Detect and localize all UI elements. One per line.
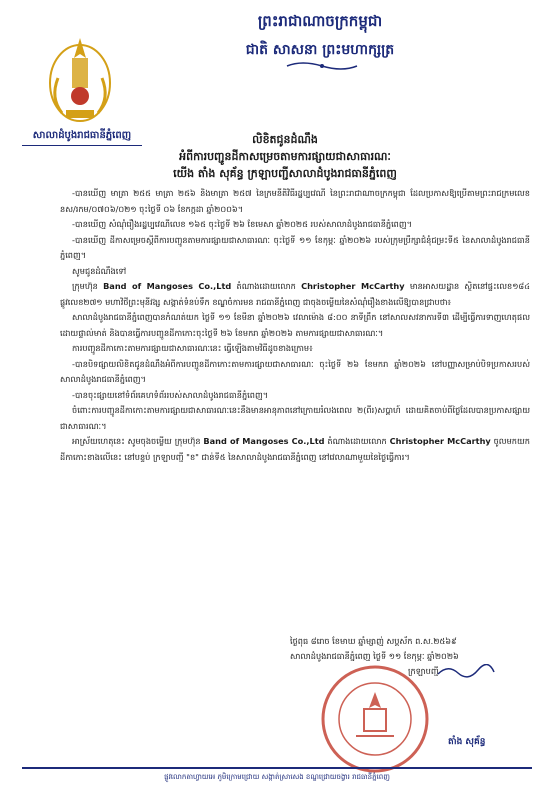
footer-divider (22, 767, 532, 769)
signer-name: តាំង សុគ័ន្ធ (448, 737, 486, 747)
court-name: សាលាដំបូងរាជធានីភ្នំពេញ (22, 128, 142, 146)
footer-address: ផ្លូវលោកតាហ្វាយអេ ភូមិក្រោមជ្រោយ សង្កាត់ស្រាសេង ខណ្ឌជ្រោយចង្វារ រាជធានីភ្នំពេញ (164, 773, 390, 781)
text-span: អាស្រ័យហេតុនេះ សូមចុងចម្លើយ ក្រុមហ៊ុន (72, 436, 204, 446)
representative-name: Christopher McCarthy (301, 281, 405, 291)
hearing-paragraph: សាលាដំបូងរាជធានីភ្នំពេញបានកំណត់យក ថ្ងៃទី ១១ ខែមីនា ឆ្នាំ២០២៦ វេលាម៉ោង ៨:០០ នាទីព្រឹក នៅសាលសវនាការទី៣ ដើម្បីធ្វើការទាញហេតុផលដោយផ្ទាល់មាត់ និងបានធ្វើការបញ្ជូនដីកាកោះចុះថ្ងៃទី ២៦ ខែមករា ឆ្នាំ២០២៦ តាមការផ្សាយជាសាធារណៈ។ (60, 312, 530, 338)
company-name: Band of Mangoses Co.,Ltd (103, 281, 232, 291)
method-2: -បានចុះផ្សាយនៅទំព័រគេហទំព័ររបស់សាលាដំបូងរាជធានីភ្នំពេញ។ (72, 389, 269, 400)
notice-subject: អំពីការបញ្ជូនដីកាសម្រេចតាមការផ្សាយជាសាធារណៈ (179, 150, 391, 163)
divider-ornament-icon (282, 60, 362, 72)
court-seal-icon (300, 664, 450, 774)
royal-emblem-icon (40, 28, 120, 128)
text-span: ចូលមកយកដីកាកោះខាងលើនេះ នៅបន្ទប់ ក្រឡាបញ្ជី "ខ" ជាន់ទី៥ នៃសាលាដំបូងរាជធានីភ្នំពេញ នៅវេលាណាមួយនៃថ្ងៃធ្វើការ។ (60, 436, 530, 462)
recital-3: -បានឃើញ ដីកាសម្រេចស្ដីពីការបញ្ជូនតាមការផ្សាយជាសាធារណៈ ចុះថ្ងៃទី ១១ ខែកុម្ភៈ ឆ្នាំ២០២៦ របស់ក្រុមប្រឹក្សាជំនុំជម្រះទី៥ នៃសាលាដំបូងរាជធានីភ្នំពេញ។ (60, 234, 530, 260)
text-span: ក្រុមហ៊ុន (72, 281, 104, 291)
representative-name: Christopher McCarthy (389, 436, 491, 446)
text-span: មានអាសយដ្ឋាន ស្ថិតនៅផ្ទះលេខ១៨៤ ផ្លូវលេខ២៧១ មហាវិថីព្រះមុនីវង្ស សង្កាត់ទំនប់ទឹក ខណ្ឌចំការមន រាជធានីភ្នំពេញ ជាចុងចម្លើយនៃសំណុំរឿងខាងលើឱ្យបានជ្រាបថា៖ (60, 281, 530, 307)
method-intro: ការបញ្ជូនដីកាកោះតាមការផ្សាយជាសាធារណៈនេះ ធ្វើឡើងតាមវិធីដូចខាងក្រោម៖ (72, 343, 313, 353)
addressee-paragraph (60, 279, 530, 310)
signer-role: ក្រឡាបញ្ជី (408, 666, 439, 676)
notice-issuer: យើង តាំង សុគ័ន្ធ ក្រឡាបញ្ជីសាលាដំបូងរាជធានីភ្នំពេញ (173, 167, 397, 180)
signature-icon (436, 664, 496, 678)
lunar-date: ថ្ងៃពុធ ៨រោច ខែមាឃ ឆ្នាំម្សាញ់ សប្តស័ក ព.ស.២៥៦៩ (290, 636, 457, 646)
recital-1: -បានឃើញ មាត្រា ២៥៥ មាត្រា ២៥៦ និងមាត្រា ២៥៧ នៃក្រមនីតិវិធីរដ្ឋប្បវេណី នៃព្រះរាជាណាចក្រកម្ពុជា ដែលប្រកាសឱ្យប្រើតាមព្រះរាជក្រមលេខ នស/រកម/០៧០៦/០២១ ចុះថ្ងៃទី ០៦ ខែកក្កដា ឆ្នាំ២០០៦។ (60, 188, 530, 214)
place-date: សាលាដំបូងរាជធានីភ្នំពេញ ថ្ងៃទី ១១ ខែកុម្ភៈ ឆ្នាំ២០២៦ (290, 651, 459, 661)
recital-2: -បានឃើញ សំណុំរឿងរដ្ឋប្បវេណីលេខ ១៦៥ ចុះថ្ងៃទី ២៦ ខែមេសា ឆ្នាំ២០២៥ របស់សាលាដំបូងរាជធានីភ្នំពេញ។ (72, 219, 413, 229)
notice-body (60, 186, 530, 465)
conclusion-paragraph (60, 434, 530, 465)
text-span: តំណាងដោយលោក (324, 436, 390, 446)
company-name: Band of Mangoses Co.,Ltd (203, 436, 325, 446)
effect-paragraph: ចំពោះការបញ្ជូនដីកាកោះតាមការផ្សាយជាសាធារណៈនេះនឹងមានអានុភាពនៅក្រោយរំលងពេល ២(ពីរ)សប្តាហ៍ ដោយគិតចាប់ពីថ្ងៃដែលបានប្រកាសផ្សាយជាសាធារណៈ។ (60, 405, 530, 431)
method-1: -បានបិទផ្សាយលិខិតជូនដំណឹងអំពីការបញ្ជូនដីកាកោះតាមការផ្សាយជាសាធារណៈ ចុះថ្ងៃទី ២៦ ខែមករា ឆ្នាំ២០២៦ នៅបញ្ញាសម្រាប់បិទប្រកាសរបស់សាលាដំបូងរាជធានីភ្នំពេញ។ (60, 358, 530, 384)
notice-title: លិខិតជូនដំណឹង (252, 133, 318, 146)
text-span: តំណាងដោយលោក (231, 281, 302, 291)
motto-heading: ជាតិ សាសនា ព្រះមហាក្សត្រ (245, 42, 395, 58)
addressee-intro: សូមជូនដំណឹងទៅ (72, 265, 127, 276)
kingdom-heading: ព្រះរាជាណាចក្រកម្ពុជា (257, 12, 383, 30)
